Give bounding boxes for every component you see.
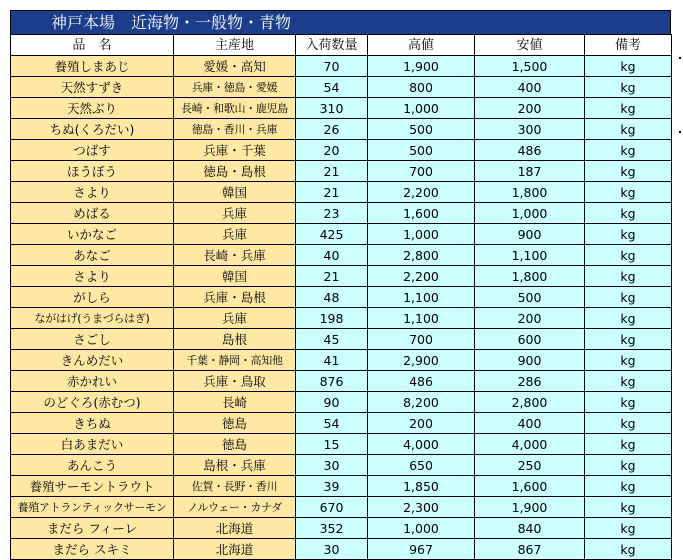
fish-name-cell: さより (11, 182, 174, 203)
edge-mark (679, 131, 681, 133)
quantity-cell: 425 (296, 224, 368, 245)
header-name: 品 名 (11, 35, 174, 56)
low-price-cell: 1,000 (475, 203, 585, 224)
origin-cell: 千葉・静岡・高知他 (174, 350, 296, 371)
low-price-cell: 200 (475, 308, 585, 329)
table-row (11, 392, 672, 413)
origin-cell: 北海道 (174, 539, 296, 560)
high-price-cell: 500 (368, 140, 475, 161)
edge-mark (679, 57, 681, 59)
origin-cell: 兵庫 (174, 308, 296, 329)
low-price-cell: 286 (475, 371, 585, 392)
low-price-cell: 500 (475, 287, 585, 308)
unit-cell: kg (585, 287, 672, 308)
unit-cell: kg (585, 392, 672, 413)
origin-cell: 徳島・島根 (174, 161, 296, 182)
table-row (11, 245, 672, 266)
header-quantity: 入荷数量 (296, 35, 368, 56)
unit-cell: kg (585, 518, 672, 539)
origin-cell: 愛媛・高知 (174, 56, 296, 77)
table-row (11, 434, 672, 455)
header-remarks: 備考 (585, 35, 672, 56)
unit-cell: kg (585, 77, 672, 98)
fish-name-cell: 天然ぶり (11, 98, 174, 119)
quantity-cell: 45 (296, 329, 368, 350)
origin-cell: 兵庫・島根 (174, 287, 296, 308)
origin-cell: 兵庫・鳥取 (174, 371, 296, 392)
unit-cell: kg (585, 224, 672, 245)
low-price-cell: 250 (475, 455, 585, 476)
table-row (11, 203, 672, 224)
header-row (11, 35, 672, 56)
fish-name-cell: 養殖しまあじ (11, 56, 174, 77)
low-price-cell: 1,500 (475, 56, 585, 77)
unit-cell: kg (585, 497, 672, 518)
origin-cell: 兵庫・千葉 (174, 140, 296, 161)
high-price-cell: 967 (368, 539, 475, 560)
origin-cell: 北海道 (174, 518, 296, 539)
high-price-cell: 2,200 (368, 182, 475, 203)
table-row (11, 329, 672, 350)
header-high-price: 高値 (368, 35, 475, 56)
high-price-cell: 8,200 (368, 392, 475, 413)
low-price-cell: 400 (475, 77, 585, 98)
quantity-cell: 21 (296, 182, 368, 203)
quantity-cell: 48 (296, 287, 368, 308)
fish-name-cell: ながはげ(うまづらはぎ) (11, 308, 174, 329)
high-price-cell: 1,000 (368, 224, 475, 245)
high-price-cell: 650 (368, 455, 475, 476)
high-price-cell: 800 (368, 77, 475, 98)
table-row (11, 371, 672, 392)
low-price-cell: 4,000 (475, 434, 585, 455)
unit-cell: kg (585, 434, 672, 455)
quantity-cell: 876 (296, 371, 368, 392)
unit-cell: kg (585, 140, 672, 161)
low-price-cell: 1,800 (475, 182, 585, 203)
quantity-cell: 26 (296, 119, 368, 140)
origin-cell: 韓国 (174, 266, 296, 287)
fish-name-cell: さより (11, 266, 174, 287)
market-price-sheet (10, 10, 671, 560)
table-row (11, 266, 672, 287)
low-price-cell: 187 (475, 161, 585, 182)
high-price-cell: 1,100 (368, 287, 475, 308)
fish-name-cell: 天然すずき (11, 77, 174, 98)
header-origin: 主産地 (174, 35, 296, 56)
unit-cell: kg (585, 245, 672, 266)
low-price-cell: 900 (475, 350, 585, 371)
origin-cell: 長崎 (174, 392, 296, 413)
low-price-cell: 600 (475, 329, 585, 350)
origin-cell: 兵庫 (174, 203, 296, 224)
table-row (11, 77, 672, 98)
fish-name-cell: 養殖アトランティックサーモン (11, 497, 174, 518)
origin-cell: 長崎・和歌山・鹿児島 (174, 98, 296, 119)
fish-name-cell: つばす (11, 140, 174, 161)
quantity-cell: 40 (296, 245, 368, 266)
quantity-cell: 20 (296, 140, 368, 161)
unit-cell: kg (585, 56, 672, 77)
high-price-cell: 1,000 (368, 518, 475, 539)
origin-cell: 韓国 (174, 182, 296, 203)
high-price-cell: 2,900 (368, 350, 475, 371)
quantity-cell: 670 (296, 497, 368, 518)
high-price-cell: 486 (368, 371, 475, 392)
low-price-cell: 1,100 (475, 245, 585, 266)
table-row (11, 455, 672, 476)
unit-cell: kg (585, 203, 672, 224)
fish-name-cell: 養殖サーモントラウト (11, 476, 174, 497)
fish-name-cell: めばる (11, 203, 174, 224)
fish-name-cell: がしら (11, 287, 174, 308)
unit-cell: kg (585, 98, 672, 119)
high-price-cell: 700 (368, 329, 475, 350)
table-row (11, 182, 672, 203)
fish-name-cell: のどぐろ(赤むつ) (11, 392, 174, 413)
unit-cell: kg (585, 539, 672, 560)
unit-cell: kg (585, 119, 672, 140)
unit-cell: kg (585, 350, 672, 371)
fish-name-cell: きちぬ (11, 413, 174, 434)
origin-cell: ノルウェー・カナダ (174, 497, 296, 518)
high-price-cell: 1,100 (368, 308, 475, 329)
origin-cell: 兵庫・徳島・愛媛 (174, 77, 296, 98)
table-row (11, 161, 672, 182)
unit-cell: kg (585, 476, 672, 497)
high-price-cell: 2,800 (368, 245, 475, 266)
fish-name-cell: あんこう (11, 455, 174, 476)
table-row (11, 140, 672, 161)
unit-cell: kg (585, 455, 672, 476)
low-price-cell: 1,900 (475, 497, 585, 518)
origin-cell: 佐賀・長野・香川 (174, 476, 296, 497)
low-price-cell: 400 (475, 413, 585, 434)
quantity-cell: 90 (296, 392, 368, 413)
origin-cell: 徳島 (174, 434, 296, 455)
low-price-cell: 900 (475, 224, 585, 245)
quantity-cell: 21 (296, 266, 368, 287)
table-body (11, 56, 672, 560)
fish-name-cell: きんめだい (11, 350, 174, 371)
fish-name-cell: まだら フィーレ (11, 518, 174, 539)
high-price-cell: 500 (368, 119, 475, 140)
quantity-cell: 30 (296, 539, 368, 560)
origin-cell: 徳島 (174, 413, 296, 434)
origin-cell: 兵庫 (174, 224, 296, 245)
quantity-cell: 54 (296, 413, 368, 434)
table-row (11, 119, 672, 140)
table-row (11, 350, 672, 371)
low-price-cell: 867 (475, 539, 585, 560)
quantity-cell: 21 (296, 161, 368, 182)
table-row (11, 287, 672, 308)
high-price-cell: 1,850 (368, 476, 475, 497)
quantity-cell: 352 (296, 518, 368, 539)
quantity-cell: 15 (296, 434, 368, 455)
origin-cell: 長崎・兵庫 (174, 245, 296, 266)
table-row (11, 539, 672, 560)
table-row (11, 497, 672, 518)
fish-name-cell: ちぬ(くろだい) (11, 119, 174, 140)
table-row (11, 476, 672, 497)
unit-cell: kg (585, 182, 672, 203)
unit-cell: kg (585, 161, 672, 182)
table-row (11, 224, 672, 245)
high-price-cell: 1,000 (368, 98, 475, 119)
fish-name-cell: 白あまだい (11, 434, 174, 455)
fish-name-cell: まだら スキミ (11, 539, 174, 560)
origin-cell: 島根 (174, 329, 296, 350)
low-price-cell: 2,800 (475, 392, 585, 413)
unit-cell: kg (585, 266, 672, 287)
high-price-cell: 200 (368, 413, 475, 434)
high-price-cell: 1,900 (368, 56, 475, 77)
low-price-cell: 300 (475, 119, 585, 140)
high-price-cell: 4,000 (368, 434, 475, 455)
fish-name-cell: 赤かれい (11, 371, 174, 392)
low-price-cell: 200 (475, 98, 585, 119)
unit-cell: kg (585, 329, 672, 350)
high-price-cell: 2,300 (368, 497, 475, 518)
table-row (11, 518, 672, 539)
table-row (11, 308, 672, 329)
table-row (11, 98, 672, 119)
origin-cell: 徳島・香川・兵庫 (174, 119, 296, 140)
fish-name-cell: さごし (11, 329, 174, 350)
quantity-cell: 30 (296, 455, 368, 476)
high-price-cell: 1,600 (368, 203, 475, 224)
table-row (11, 56, 672, 77)
unit-cell: kg (585, 413, 672, 434)
quantity-cell: 39 (296, 476, 368, 497)
low-price-cell: 1,600 (475, 476, 585, 497)
fish-name-cell: ほうぼう (11, 161, 174, 182)
quantity-cell: 41 (296, 350, 368, 371)
unit-cell: kg (585, 371, 672, 392)
quantity-cell: 70 (296, 56, 368, 77)
origin-cell: 島根・兵庫 (174, 455, 296, 476)
header-low-price: 安値 (475, 35, 585, 56)
low-price-cell: 840 (475, 518, 585, 539)
quantity-cell: 54 (296, 77, 368, 98)
fish-name-cell: あなご (11, 245, 174, 266)
low-price-cell: 1,800 (475, 266, 585, 287)
table-row (11, 413, 672, 434)
low-price-cell: 486 (475, 140, 585, 161)
price-table (10, 34, 672, 560)
high-price-cell: 2,200 (368, 266, 475, 287)
sheet-title: 神戸本場 近海物・一般物・青物 (10, 10, 671, 34)
quantity-cell: 23 (296, 203, 368, 224)
quantity-cell: 310 (296, 98, 368, 119)
fish-name-cell: いかなご (11, 224, 174, 245)
high-price-cell: 700 (368, 161, 475, 182)
unit-cell: kg (585, 308, 672, 329)
quantity-cell: 198 (296, 308, 368, 329)
